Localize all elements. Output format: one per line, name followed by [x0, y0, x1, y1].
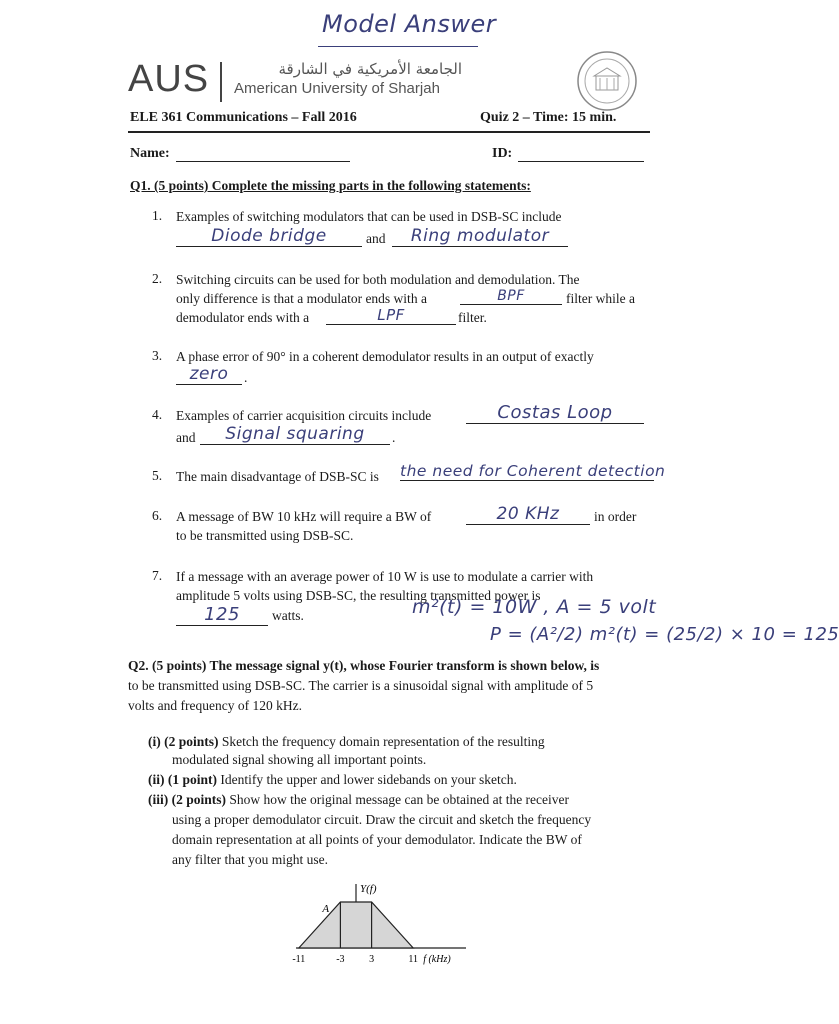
working-line-1: m²(t) = 10W , A = 5 volt — [412, 596, 657, 618]
item-3-text: A phase error of 90° in a coherent demodulator results in an output of exactly — [176, 349, 594, 364]
y-axis-label: Y(f) — [360, 883, 377, 895]
answer-1a[interactable]: Diode bridge — [176, 226, 362, 247]
item-2-text-line1: Switching circuits can be used for both modulation and demodulation. The — [176, 272, 580, 287]
q2-iii-line1: Show how the original message can be obtained at the receiver — [229, 792, 570, 807]
item-2-text-line3a: demodulator ends with a — [176, 310, 310, 325]
answer-6[interactable]: 20 KHz — [466, 504, 590, 525]
q2-iii-line3: domain representation at all points of your demodulator. Indicate the BW of — [172, 832, 582, 847]
item-1-text: Examples of switching modulators that can be used in DSB-SC include — [176, 209, 562, 224]
tick-label: -3 — [336, 954, 345, 965]
answer-2b[interactable]: LPF — [326, 306, 456, 325]
answer-7[interactable]: 125 — [176, 604, 268, 626]
answer-5[interactable]: the need for Coherent detection — [400, 462, 666, 480]
q2-para1: Q2. (5 points) The message signal y(t), whose Fourier transform is shown below, is — [128, 658, 600, 673]
q2-ii-label: (ii) (1 point) — [148, 772, 217, 787]
aus-logo: AUS — [128, 58, 210, 100]
answer-1b[interactable]: Ring modulator — [392, 226, 568, 247]
tick-label: 11 — [408, 954, 419, 965]
spectrum-chart — [290, 880, 470, 972]
tick-label: -11 — [292, 954, 306, 965]
item-6-text: A message of BW 10 kHz will require a BW of — [176, 509, 432, 524]
item-6-text-b: in order — [594, 509, 637, 524]
name-field[interactable] — [176, 161, 350, 162]
q2-iii-label: (iii) (2 points) — [148, 792, 227, 807]
item-number: 2. — [152, 271, 163, 286]
working-line-2: P = (A²/2) m²(t) = (25/2) × 10 = 125 — [490, 624, 839, 645]
item-6-text-line2: to be transmitted using DSB-SC. — [176, 528, 354, 543]
watts-label: watts. — [272, 608, 304, 623]
item-number: 6. — [152, 508, 163, 523]
answer-4b[interactable]: Signal squaring — [200, 424, 390, 445]
answer-4a[interactable]: Costas Loop — [466, 402, 644, 424]
q2-para-line3: volts and frequency of 120 kHz. — [128, 698, 302, 713]
arabic-university-name: الجامعة الأمريكية في الشارقة — [278, 60, 462, 78]
item-2-text-line2a: only difference is that a modulator ends with a — [176, 291, 427, 306]
model-answer-note: Model Answer — [322, 10, 497, 38]
item-5-text: The main disadvantage of DSB-SC is — [176, 469, 379, 484]
q2-part-i — [148, 732, 545, 752]
item-number: 5. — [152, 468, 163, 483]
q2-ii-line1: Identify the upper and lower sidebands on your sketch. — [220, 772, 517, 787]
quiz-info: Quiz 2 – Time: 15 min. — [480, 110, 617, 125]
spectrum-shape — [299, 902, 413, 948]
and-label: and — [176, 430, 196, 445]
q2-para-line1 — [128, 656, 648, 676]
q2-part-ii — [148, 770, 517, 790]
item-2-text-line2b: filter while a — [566, 291, 635, 306]
header-rule — [128, 131, 650, 133]
q2-i-label: (i) (2 points) — [148, 734, 219, 749]
peak-label: A — [322, 903, 330, 915]
logo-divider — [220, 62, 222, 102]
item-number: 4. — [152, 407, 163, 422]
q1-heading: Q1. (5 points) Complete the missing parts in the following statements: — [130, 178, 531, 193]
q2-iii-line4: any filter that you might use. — [172, 852, 328, 867]
item-4-end: . — [392, 430, 396, 445]
q2-i-line1: Sketch the frequency domain representation of the resulting — [221, 734, 545, 749]
item-3-end: . — [244, 370, 248, 385]
q2-iii-line2: using a proper demodulator circuit. Draw the circuit and sketch the frequency — [172, 812, 592, 827]
x-axis-label: f (kHz) — [423, 954, 451, 965]
id-label: ID: — [492, 146, 513, 161]
item-number: 1. — [152, 208, 163, 223]
tick-label: 3 — [369, 954, 375, 965]
and-label: and — [366, 231, 386, 246]
item-number: 3. — [152, 348, 163, 363]
university-seal — [576, 50, 638, 112]
answer-2a[interactable]: BPF — [460, 288, 562, 305]
item-7-text-line1: If a message with an average power of 10 W is use to modulate a carrier with — [176, 569, 594, 584]
name-label: Name: — [130, 146, 170, 161]
id-field[interactable] — [518, 161, 644, 162]
course-title: ELE 361 Communications – Fall 2016 — [130, 110, 357, 125]
q2-part-iii — [148, 790, 569, 810]
item-7-text-line2: amplitude 5 volts using DSB-SC, the resulting transmitted power is — [176, 588, 541, 603]
q2-para-line2: to be transmitted using DSB-SC. The carrier is a sinusoidal signal with amplitude of 5 — [128, 678, 594, 693]
answer-3[interactable]: zero — [176, 364, 242, 385]
q2-i-line2: modulated signal showing all important points. — [172, 752, 427, 767]
english-university-name: American University of Sharjah — [234, 80, 440, 97]
item-2-text-line3b: filter. — [458, 310, 487, 325]
item-number: 7. — [152, 568, 163, 583]
item-4-text: Examples of carrier acquisition circuits include — [176, 408, 432, 423]
model-answer-underline — [318, 46, 478, 47]
